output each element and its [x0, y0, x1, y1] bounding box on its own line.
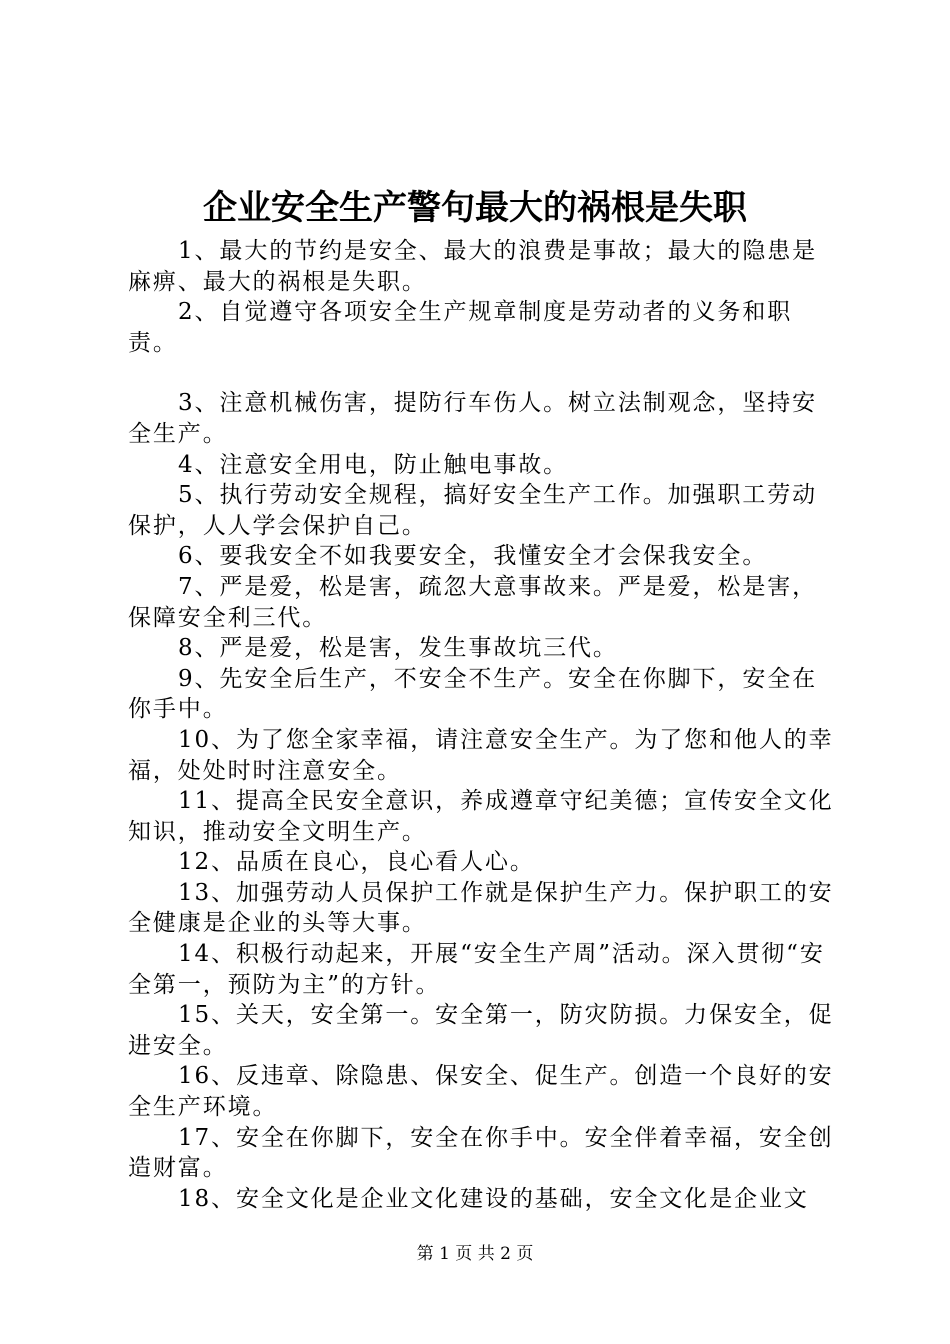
document-title: 企业安全生产警句最大的祸根是失职: [203, 188, 747, 228]
paragraph: 17、安全在你脚下，安全在你手中。安全伴着幸福，安全创造财富。: [128, 1124, 834, 1182]
paragraph: 9、先安全后生产，不安全不生产。安全在你脚下，安全在你手中。: [128, 665, 818, 723]
paragraph: 3、注意机械伤害，提防行车伤人。树立法制观念，坚持安全生产。: [128, 390, 818, 447]
paragraph: 12、品质在良心，良心看人心。: [178, 849, 535, 876]
paragraph: 11、提高全民安全意识，养成遵章守纪美德；宣传安全文化知识，推动安全文明生产。: [128, 788, 834, 845]
paragraph: 13、加强劳动人员保护工作就是保护生产力。保护职工的安全健康是企业的头等大事。: [128, 879, 834, 937]
paragraph: 6、要我安全不如我要安全，我懂安全才会保我安全。: [178, 543, 768, 570]
paragraph: 14、积极行动起来，开展“安全生产周”活动。深入贯彻“安全第一，预防为主”的方针。: [128, 941, 825, 998]
page-number-footer: 第 1 页 共 2 页: [416, 1244, 534, 1264]
paragraph: 8、严是爱，松是害，发生事故坑三代。: [178, 635, 618, 662]
paragraph: 4、注意安全用电，防止触电事故。: [178, 451, 569, 478]
paragraph: 15、关天，安全第一。安全第一，防灾防损。力保安全，促进安全。: [128, 1002, 834, 1059]
document-body: [128, 236, 836, 1214]
paragraph: 5、执行劳动安全规程，搞好安全生产工作。加强职工劳动保护，人人学会保护自己。: [128, 482, 818, 539]
paragraph: 10、为了您全家幸福，请注意安全生产。为了您和他人的幸福，处处时时注意安全。: [128, 726, 834, 784]
paragraph: 7、严是爱，松是害，疏忽大意事故来。严是爱，松是害，保障安全利三代。: [128, 573, 818, 631]
paragraph: 2、自觉遵守各项安全生产规章制度是劳动者的义务和职责。: [128, 299, 793, 356]
paragraph: 18、安全文化是企业文化建设的基础，安全文化是企业文: [178, 1185, 809, 1212]
paragraph: 1、最大的节约是安全、最大的浪费是事故；最大的隐患是麻痹、最大的祸根是失职。: [128, 238, 818, 295]
paragraph: 16、反违章、除隐患、保安全、促生产。创造一个良好的安全生产环境。: [128, 1063, 834, 1121]
